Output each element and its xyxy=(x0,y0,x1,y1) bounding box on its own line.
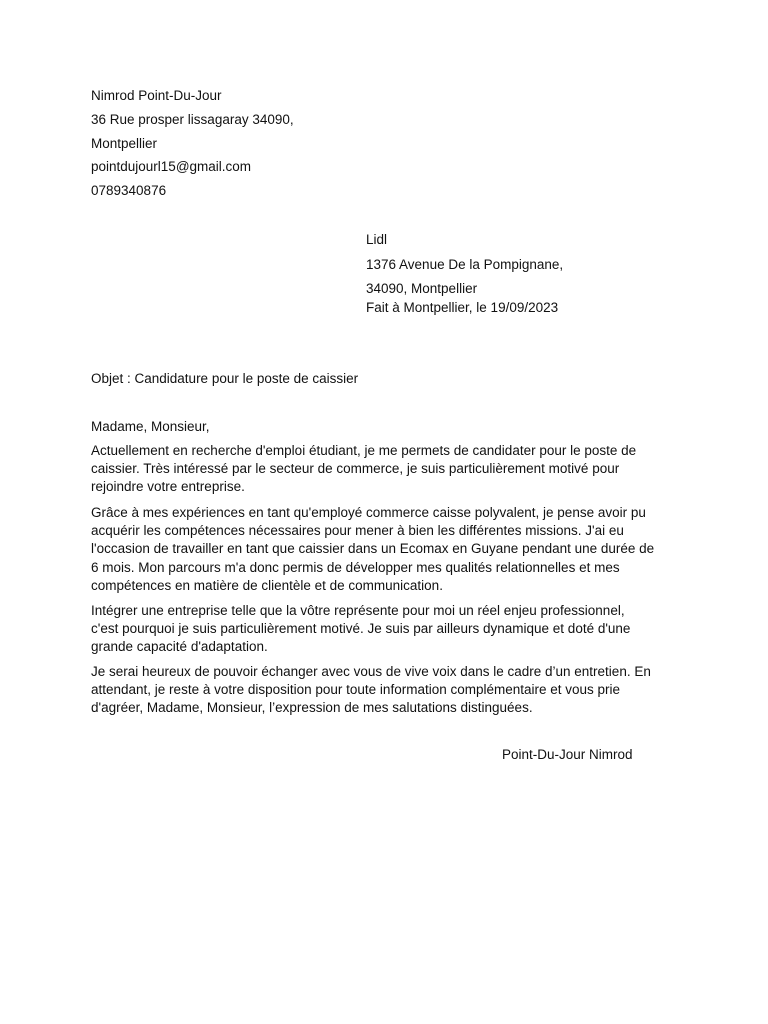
body-paragraph xyxy=(91,442,681,497)
letter-subject: Objet : Candidature pour le poste de caissier xyxy=(91,371,359,386)
paragraph-line: Actuellement en recherche d'emploi étudiant, je me permets de candidater pour le poste de xyxy=(91,443,637,458)
sender-address-line2: Montpellier xyxy=(91,136,158,151)
signature: Point-Du-Jour Nimrod xyxy=(502,747,633,762)
recipient-address-line1: 1376 Avenue De la Pompignane, xyxy=(366,257,564,272)
paragraph-line: grande capacité d'adaptation. xyxy=(91,639,268,655)
paragraph-line: Grâce à mes expériences en tant qu'employé commerce caisse polyvalent, je pense avoir pu xyxy=(91,505,646,520)
paragraph-line: c'est pourquoi je suis particulièrement motivé. Je suis par ailleurs dynamique et doté d'une xyxy=(91,621,631,637)
paragraph-line: 6 mois. Mon parcours m'a donc permis de développer mes qualités relationnelles et mes xyxy=(91,559,620,575)
paragraph-line: acquérir les compétences nécessaires pour mener à bien les différentes missions. J'ai eu xyxy=(91,523,624,539)
paragraph-line: attendant, je reste à votre disposition pour toute information complémentaire et vous prie xyxy=(91,682,621,698)
sender-phone: 0789340876 xyxy=(91,183,167,198)
body-paragraph xyxy=(91,504,681,595)
sender-email: pointdujourl15@gmail.com xyxy=(91,159,252,174)
sender-address-line1: 36 Rue prosper lissagaray 34090, xyxy=(91,112,294,127)
paragraph-line: Intégrer une entreprise telle que la vôtre représente pour moi un réel enjeu professionnel, xyxy=(91,603,625,618)
letter-date: Fait à Montpellier, le 19/09/2023 xyxy=(366,300,559,315)
sender-name: Nimrod Point-Du-Jour xyxy=(91,88,222,103)
body-paragraph xyxy=(91,602,681,657)
paragraph-line: rejoindre votre entreprise. xyxy=(91,479,245,495)
paragraph-line: l'occasion de travailler en tant que caissier dans un Ecomax en Guyane pendant une durée de xyxy=(91,541,655,557)
body-paragraph xyxy=(91,663,681,718)
paragraph-line: d'agréer, Madame, Monsieur, l’expression de mes salutations distinguées. xyxy=(91,700,533,716)
recipient-address-line2: 34090, Montpellier xyxy=(366,281,478,296)
recipient-company: Lidl xyxy=(366,232,388,247)
letter-salutation: Madame, Monsieur, xyxy=(91,419,210,434)
paragraph-line: compétences en matière de clientèle et de communication. xyxy=(91,577,443,593)
paragraph-line: Je serai heureux de pouvoir échanger avec vous de vive voix dans le cadre d’un entretien. En xyxy=(91,664,651,679)
paragraph-line: caissier. Très intéressé par le secteur de commerce, je suis particulièrement motivé pour xyxy=(91,461,620,477)
